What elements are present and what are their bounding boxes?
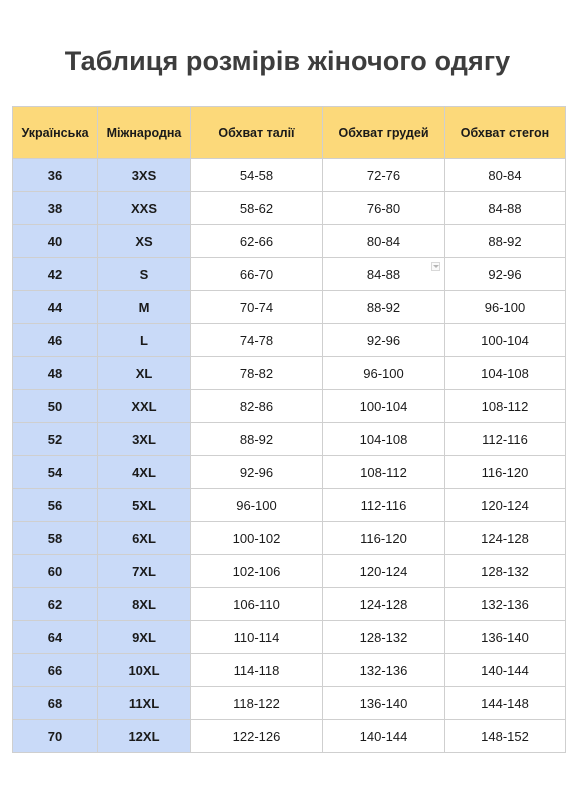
cell-ukrainian-size: 42 <box>13 258 98 291</box>
cell-ukrainian-size: 52 <box>13 423 98 456</box>
cell-international-size: 11XL <box>98 687 191 720</box>
cell-waist: 70-74 <box>191 291 323 324</box>
cell-hips: 88-92 <box>445 225 566 258</box>
cell-ukrainian-size: 40 <box>13 225 98 258</box>
table-row <box>13 720 566 753</box>
cell-ukrainian-size: 68 <box>13 687 98 720</box>
table-row <box>13 291 566 324</box>
cell-waist: 106-110 <box>191 588 323 621</box>
cell-waist: 92-96 <box>191 456 323 489</box>
cell-ukrainian-size: 36 <box>13 159 98 192</box>
cell-hips: 140-144 <box>445 654 566 687</box>
cell-hips: 96-100 <box>445 291 566 324</box>
table-row <box>13 555 566 588</box>
cell-hips: 80-84 <box>445 159 566 192</box>
cell-waist: 102-106 <box>191 555 323 588</box>
cell-chest: 104-108 <box>323 423 445 456</box>
cell-international-size: XXL <box>98 390 191 423</box>
cell-chest: 72-76 <box>323 159 445 192</box>
table-row <box>13 522 566 555</box>
cell-hips: 148-152 <box>445 720 566 753</box>
header-international-size: Міжнародна <box>98 107 191 159</box>
cell-waist: 110-114 <box>191 621 323 654</box>
cell-waist: 100-102 <box>191 522 323 555</box>
cell-international-size: 3XL <box>98 423 191 456</box>
cell-chest: 76-80 <box>323 192 445 225</box>
cell-chest: 112-116 <box>323 489 445 522</box>
cell-chest: 100-104 <box>323 390 445 423</box>
cell-chest: 116-120 <box>323 522 445 555</box>
cell-waist: 96-100 <box>191 489 323 522</box>
cell-chest: 84-88 <box>323 258 445 291</box>
cell-ukrainian-size: 58 <box>13 522 98 555</box>
cell-hips: 104-108 <box>445 357 566 390</box>
cell-chest: 96-100 <box>323 357 445 390</box>
cell-hips: 92-96 <box>445 258 566 291</box>
cell-international-size: M <box>98 291 191 324</box>
cell-waist: 58-62 <box>191 192 323 225</box>
cell-international-size: S <box>98 258 191 291</box>
cell-waist: 54-58 <box>191 159 323 192</box>
cell-international-size: 6XL <box>98 522 191 555</box>
table-row <box>13 324 566 357</box>
table-row <box>13 621 566 654</box>
cell-ukrainian-size: 56 <box>13 489 98 522</box>
cell-waist: 62-66 <box>191 225 323 258</box>
cell-international-size: 5XL <box>98 489 191 522</box>
cell-ukrainian-size: 44 <box>13 291 98 324</box>
cell-waist: 118-122 <box>191 687 323 720</box>
cell-waist: 74-78 <box>191 324 323 357</box>
table-row <box>13 225 566 258</box>
cell-hips: 108-112 <box>445 390 566 423</box>
cell-ukrainian-size: 46 <box>13 324 98 357</box>
table-row <box>13 423 566 456</box>
cell-chest: 120-124 <box>323 555 445 588</box>
cell-international-size: 10XL <box>98 654 191 687</box>
cell-chest: 132-136 <box>323 654 445 687</box>
cell-waist: 82-86 <box>191 390 323 423</box>
page-title: Таблиця розмірів жіночого одягу <box>64 46 511 76</box>
cell-ukrainian-size: 64 <box>13 621 98 654</box>
cell-chest: 140-144 <box>323 720 445 753</box>
table-row <box>13 258 566 291</box>
table-row <box>13 159 566 192</box>
cell-ukrainian-size: 66 <box>13 654 98 687</box>
cell-ukrainian-size: 38 <box>13 192 98 225</box>
cell-international-size: 4XL <box>98 456 191 489</box>
cell-hips: 116-120 <box>445 456 566 489</box>
cell-international-size: 8XL <box>98 588 191 621</box>
header-chest: Обхват грудей <box>323 107 445 159</box>
header-hips: Обхват стегон <box>445 107 566 159</box>
cell-international-size: 9XL <box>98 621 191 654</box>
cell-hips: 120-124 <box>445 489 566 522</box>
cell-international-size: XXS <box>98 192 191 225</box>
cell-international-size: XL <box>98 357 191 390</box>
cell-waist: 122-126 <box>191 720 323 753</box>
cell-chest: 108-112 <box>323 456 445 489</box>
cell-international-size: L <box>98 324 191 357</box>
cell-waist: 66-70 <box>191 258 323 291</box>
table-row <box>13 456 566 489</box>
cell-hips: 124-128 <box>445 522 566 555</box>
table-row <box>13 357 566 390</box>
table-row <box>13 588 566 621</box>
cell-hips: 144-148 <box>445 687 566 720</box>
table-body <box>13 159 566 753</box>
cell-ukrainian-size: 70 <box>13 720 98 753</box>
cell-ukrainian-size: 62 <box>13 588 98 621</box>
cell-hips: 132-136 <box>445 588 566 621</box>
cell-waist: 88-92 <box>191 423 323 456</box>
cell-international-size: 3XS <box>98 159 191 192</box>
cell-international-size: 12XL <box>98 720 191 753</box>
cell-chest: 124-128 <box>323 588 445 621</box>
cell-chest: 92-96 <box>323 324 445 357</box>
table-header-row <box>13 107 566 159</box>
cell-chest: 80-84 <box>323 225 445 258</box>
table-row <box>13 654 566 687</box>
cell-chest: 88-92 <box>323 291 445 324</box>
cell-international-size: 7XL <box>98 555 191 588</box>
table-row <box>13 489 566 522</box>
cell-ukrainian-size: 50 <box>13 390 98 423</box>
cell-waist: 78-82 <box>191 357 323 390</box>
cell-ukrainian-size: 48 <box>13 357 98 390</box>
cell-hips: 136-140 <box>445 621 566 654</box>
size-chart-table <box>12 106 566 753</box>
cell-hips: 84-88 <box>445 192 566 225</box>
cell-ukrainian-size: 60 <box>13 555 98 588</box>
cell-international-size: XS <box>98 225 191 258</box>
header-ukrainian-size: Українська <box>13 107 98 159</box>
cell-chest: 136-140 <box>323 687 445 720</box>
table-row <box>13 192 566 225</box>
dropdown-marker-icon[interactable] <box>431 262 440 271</box>
table-row <box>13 390 566 423</box>
cell-waist: 114-118 <box>191 654 323 687</box>
cell-hips: 100-104 <box>445 324 566 357</box>
header-waist: Обхват талії <box>191 107 323 159</box>
cell-hips: 128-132 <box>445 555 566 588</box>
table-row <box>13 687 566 720</box>
cell-hips: 112-116 <box>445 423 566 456</box>
cell-ukrainian-size: 54 <box>13 456 98 489</box>
cell-chest: 128-132 <box>323 621 445 654</box>
